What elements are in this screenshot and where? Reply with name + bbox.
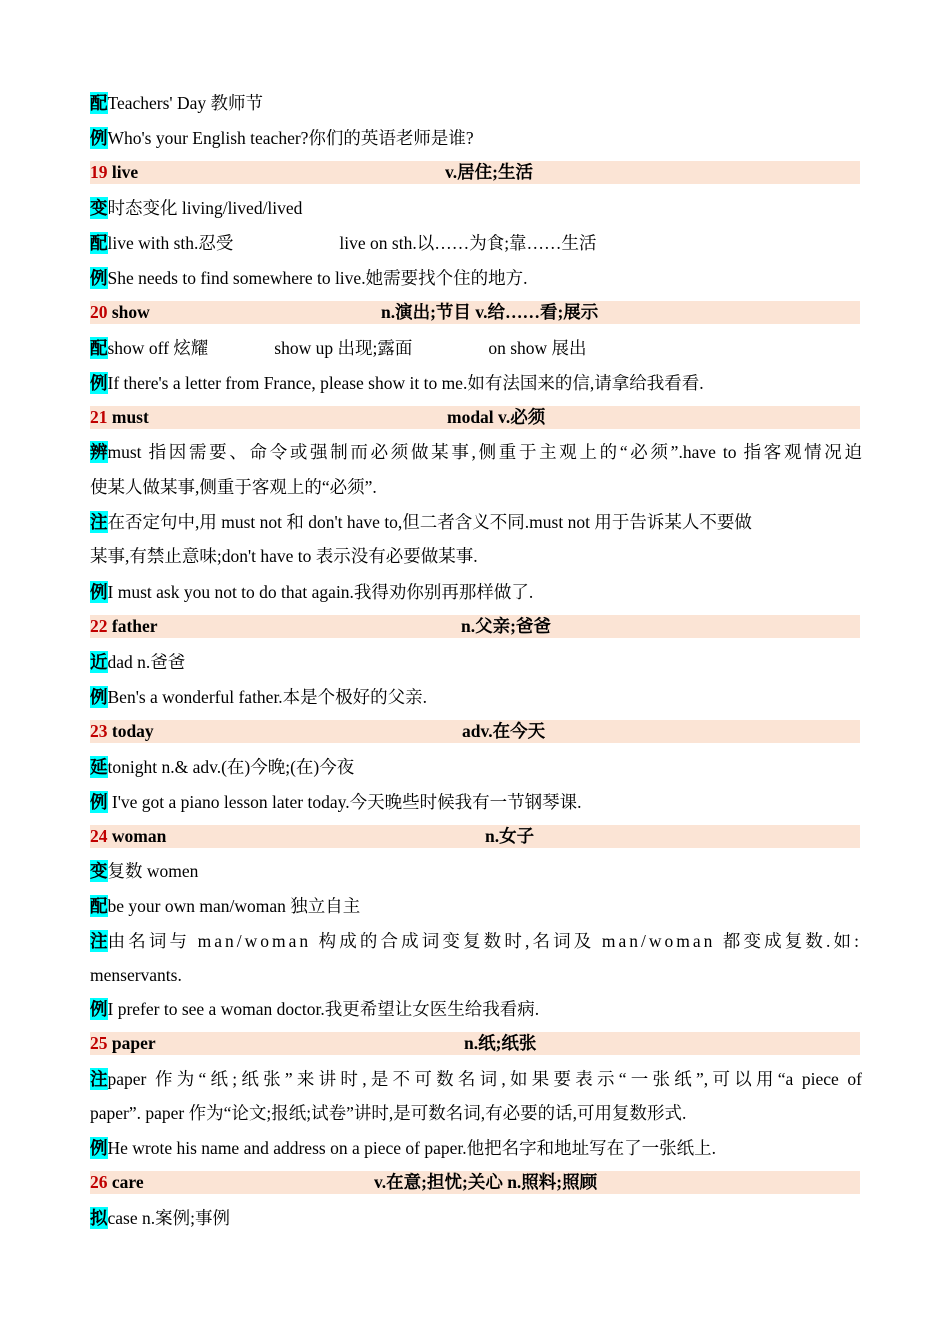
tag-collocation: 配 [90,233,108,253]
line-text: I've got a piano lesson later today.今天晚些时候我有一节钢琴课. [107,792,582,812]
entry-definition: n.纸;纸张 [464,1033,537,1053]
tag-example: 例 [90,268,108,288]
tag-synonym: 近 [90,652,108,672]
inflection-line [90,197,862,219]
line-text: Who's your English teacher?你们的英语老师是谁? [107,128,474,148]
tag-note: 注 [90,1069,108,1089]
collocation-2: live on sth.以……为食;靠……生活 [339,233,597,253]
entry-word: show [107,302,150,322]
note-line-cont [90,964,862,986]
extension-line [90,756,862,778]
entry-header-25 [90,1032,860,1055]
tag-example: 例 [90,999,108,1019]
example-line [90,791,862,813]
entry-header-20 [90,301,860,324]
collocation-line [90,232,862,254]
example-line [90,1137,862,1159]
line-text: I prefer to see a woman doctor.我更希望让女医生给我看病. [107,999,540,1019]
line-text: Teachers' Day 教师节 [107,93,263,113]
entry-header-21 [90,406,860,429]
entry-number: 25 [90,1033,108,1053]
similar-word-line [90,1207,862,1229]
tag-collocation: 配 [90,338,108,358]
tag-similar: 拟 [90,1208,108,1228]
entry-definition: v.在意;担忧;关心 n.照料;照顾 [374,1172,598,1192]
example-line [90,372,862,394]
line-text: 某事,有禁止意味;don't have to 表示没有必要做某事. [90,546,478,566]
line-text: She needs to find somewhere to live.她需要找个住的地方. [107,268,528,288]
synonym-line [90,651,862,673]
entry-number: 24 [90,826,108,846]
inflection-line [90,860,862,882]
line-text: 时态变化 living/lived/lived [107,198,303,218]
distinction-line [90,441,862,463]
tag-example: 例 [90,687,108,707]
entry-header-26 [90,1171,860,1194]
line-text: 在否定句中,用 must not 和 don't have to,但二者含义不同.must not 用于告诉某人不要做 [107,512,752,532]
line-text: be your own man/woman 独立自主 [107,896,361,916]
collocation-line [90,337,862,359]
tag-distinction: 辨 [90,442,108,462]
tag-example: 例 [90,373,108,393]
collocation-3: on show 展出 [488,338,587,358]
tag-extension: 延 [90,757,108,777]
line-text: menservants. [90,965,182,985]
collocation-line [90,895,862,917]
entry-number: 23 [90,721,108,741]
line-text: 使某人做某事,侧重于客观上的“必须”. [90,477,377,497]
collocation-2: show up 出现;露面 [274,338,413,358]
entry-definition: modal v.必须 [447,407,546,427]
entry-word: paper [107,1033,156,1053]
example-line [90,686,862,708]
note-line-cont [90,545,862,567]
entry-definition: n.父亲;爸爸 [461,616,551,636]
tag-example: 例 [90,582,108,602]
tag-example: 例 [90,792,108,812]
line-text: tonight n.& adv.(在)今晚;(在)今夜 [107,757,355,777]
entry-word: father [107,616,158,636]
entry-number: 21 [90,407,108,427]
line-text: dad n.爸爸 [107,652,186,672]
note-line [90,1068,862,1090]
collocation-1: show off 炫耀 [107,338,209,358]
distinction-line-cont [90,476,862,498]
entry-definition: n.女子 [485,826,535,846]
collocation-1: live with sth.忍受 [107,233,234,253]
entry-word: live [107,162,139,182]
example-line [90,581,862,603]
line-text: 复数 women [107,861,199,881]
note-line [90,511,862,533]
tag-example: 例 [90,128,108,148]
entry-word: today [107,721,154,741]
line-text: Ben's a wonderful father.本是个极好的父亲. [107,687,428,707]
entry-number: 26 [90,1172,108,1192]
entry-header-22 [90,615,860,638]
line-text: must 指因需要、命令或强制而必须做某事,侧重于主观上的“必须”.have to 指客观情况迫 [107,442,862,462]
tag-collocation: 配 [90,896,108,916]
entry-header-23 [90,720,860,743]
entry-definition: v.居住;生活 [445,162,533,182]
line-text: He wrote his name and address on a piece of paper.他把名字和地址写在了一张纸上. [107,1138,716,1158]
example-line [90,127,862,149]
entry-number: 20 [90,302,108,322]
tag-inflection: 变 [90,861,108,881]
collocation-line [90,92,862,114]
line-text: 由名词与 man/woman 构成的合成词变复数时,名词及 man/woman 都变成复数.如: [107,931,862,951]
line-text: I must ask you not to do that again.我得劝你别再那样做了. [107,582,534,602]
example-line [90,998,862,1020]
tag-inflection: 变 [90,198,108,218]
note-line-cont [90,1102,862,1124]
tag-example: 例 [90,1138,108,1158]
line-text: case n.案例;事例 [107,1208,230,1228]
entry-word: woman [107,826,167,846]
line-text: paper 作为“纸;纸张”来讲时,是不可数名词,如果要表示“一张纸”,可以用“a piece of [107,1069,862,1089]
entry-definition: adv.在今天 [462,721,546,741]
entry-header-19 [90,161,860,184]
line-text: If there's a letter from France, please show it to me.如有法国来的信,请拿给我看看. [107,373,704,393]
entry-number: 19 [90,162,108,182]
entry-word: must [107,407,149,427]
example-line [90,267,862,289]
tag-note: 注 [90,931,108,951]
entry-word: care [107,1172,144,1192]
entry-header-24 [90,825,860,848]
note-line [90,930,862,952]
line-text: paper”. paper 作为“论文;报纸;试卷”讲时,是可数名词,有必要的话,可用复数形式. [90,1103,687,1123]
tag-note: 注 [90,512,108,532]
entry-number: 22 [90,616,108,636]
entry-definition: n.演出;节目 v.给……看;展示 [381,302,599,322]
tag-collocation: 配 [90,93,108,113]
